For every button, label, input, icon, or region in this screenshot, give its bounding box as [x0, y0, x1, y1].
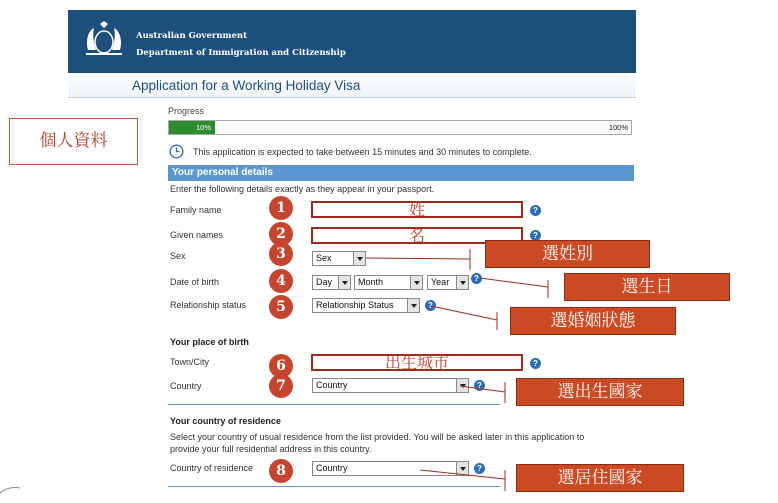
section-instructions: Enter the following details exactly as they appear in your passport.: [170, 184, 435, 194]
relationship-help-icon[interactable]: ?: [425, 300, 436, 311]
given-names-label: Given names: [170, 230, 224, 240]
town-label: Town/City: [170, 357, 210, 367]
step-badge-4: 4: [269, 269, 293, 293]
dob-day-value: Day: [316, 277, 333, 287]
residence-country-value: Country: [316, 463, 348, 473]
progress-label: Progress: [168, 106, 205, 116]
residence-instructions-1: Select your country of usual residence from the list provided. You will be asked later in this application to: [170, 432, 585, 442]
town-help-icon[interactable]: ?: [530, 358, 541, 369]
callout-sex: 選姓別: [485, 240, 650, 268]
residence-country-help-icon[interactable]: ?: [474, 463, 485, 474]
given-names-input[interactable]: 名: [311, 227, 523, 244]
section-title: Your personal details: [172, 167, 273, 178]
town-input[interactable]: 出生城市: [311, 354, 523, 371]
callout-dob: 選生日: [564, 273, 730, 301]
dob-label: Date of birth: [170, 277, 220, 287]
given-names-help-icon[interactable]: ?: [530, 230, 541, 241]
progress-start-label: 10%: [196, 123, 212, 132]
callout-relationship: 選婚姻狀態: [510, 307, 676, 335]
dob-month-value: Month: [358, 277, 384, 287]
step-badge-1: 1: [269, 196, 293, 220]
callout-residence-country: 選居住國家: [516, 464, 684, 492]
step-badge-8: 8: [269, 459, 293, 483]
relationship-select-value: Relationship Status: [316, 300, 394, 310]
page-title: Application for a Working Holiday Visa: [132, 78, 361, 93]
birth-country-help-icon[interactable]: ?: [474, 380, 485, 391]
family-name-help-icon[interactable]: ?: [530, 205, 541, 216]
residence-country-label: Country of residence: [170, 463, 254, 473]
place-of-birth-heading: Your place of birth: [170, 337, 249, 347]
step-badge-7: 7: [269, 374, 293, 398]
step-badge-3: 3: [269, 242, 293, 266]
family-name-input[interactable]: 姓: [311, 201, 523, 218]
birth-country-label: Country: [170, 381, 202, 391]
relationship-label: Relationship status: [170, 300, 247, 310]
residence-instructions-2: provide your full residential address in this country.: [170, 444, 372, 454]
step-badge-5: 5: [269, 295, 293, 319]
sex-label: Sex: [170, 251, 186, 261]
residence-heading: Your country of residence: [170, 416, 281, 426]
personal-info-annotation: 個人資料: [9, 118, 138, 165]
step-badge-2: 2: [269, 222, 293, 246]
family-name-label: Family name: [170, 205, 222, 215]
callout-birth-country: 選出生國家: [516, 378, 684, 406]
dob-help-icon[interactable]: ?: [471, 273, 482, 284]
dob-year-value: Year: [431, 277, 450, 287]
government-title: Australian Government: [136, 31, 248, 41]
step-badge-6: 6: [269, 354, 293, 378]
birth-country-value: Country: [316, 380, 348, 390]
department-title: Department of Immigration and Citizenship: [136, 48, 346, 58]
sex-select-value: Sex: [316, 253, 332, 263]
progress-end-label: 100%: [608, 123, 628, 132]
time-estimate-text: This application is expected to take between 15 minutes and 30 minutes to complete.: [193, 147, 532, 157]
